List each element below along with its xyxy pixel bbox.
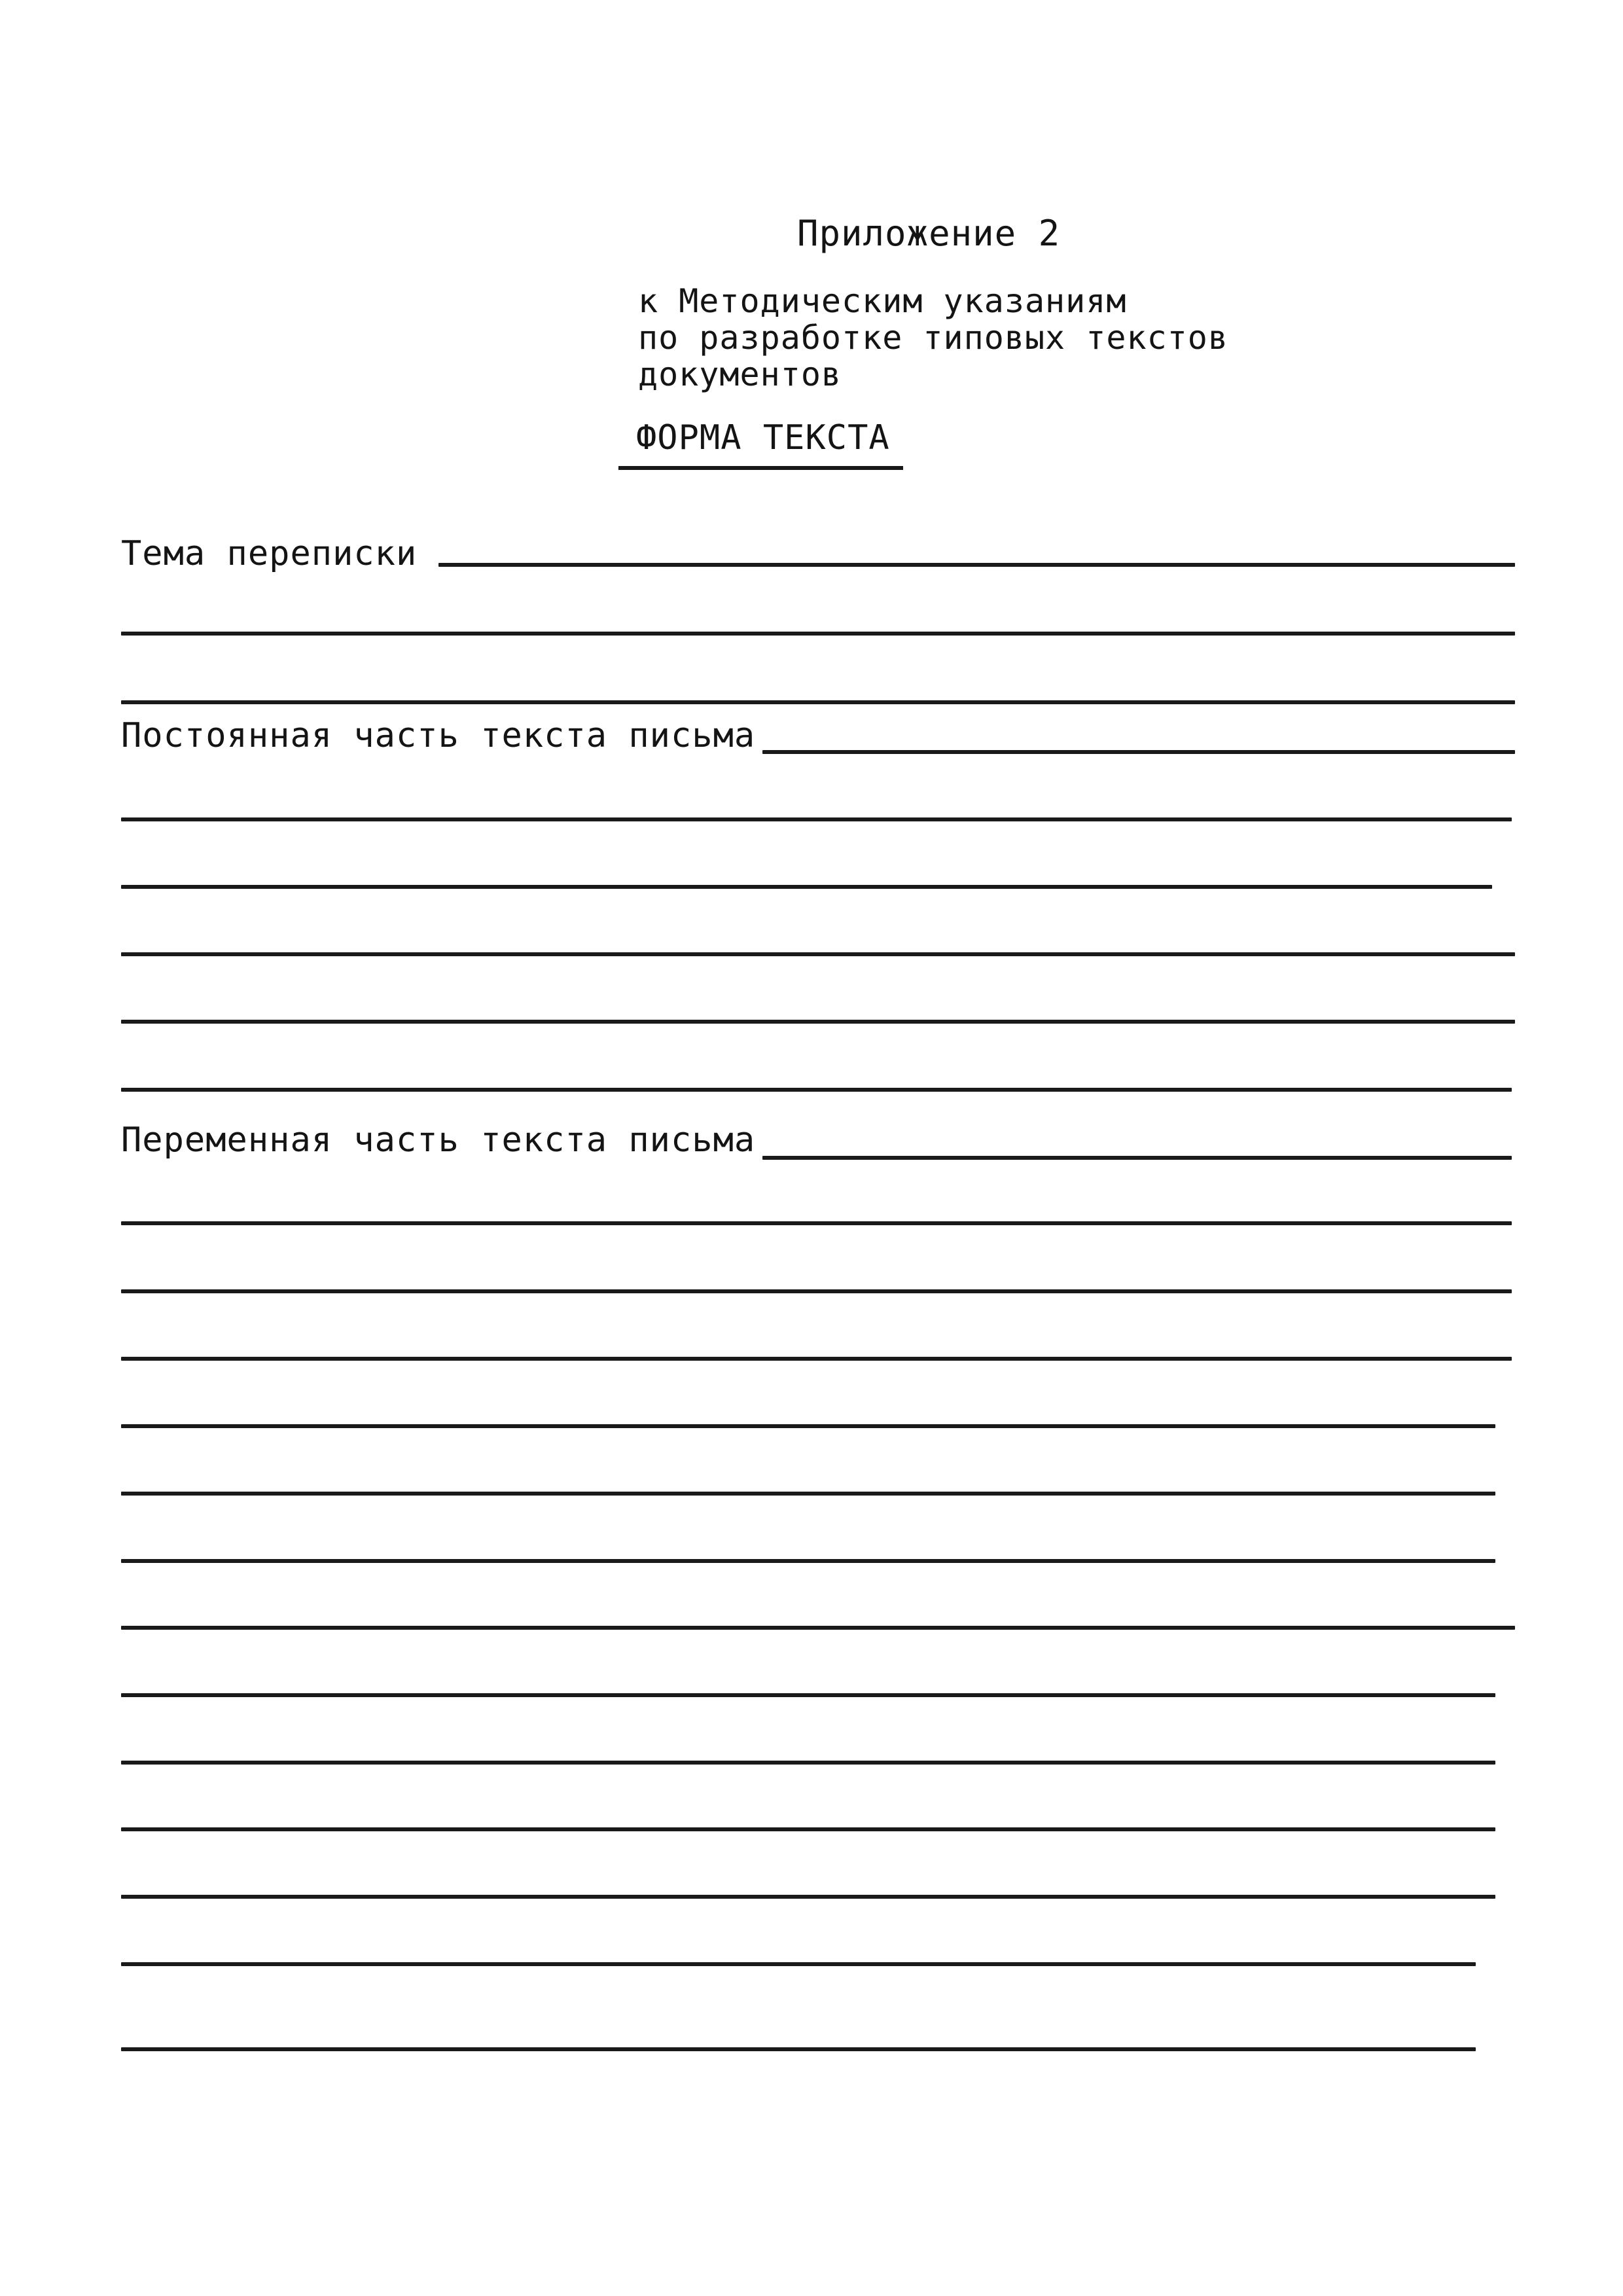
subject-input-line[interactable] — [438, 563, 1515, 567]
variable-part-label: Переменная часть текста письма — [121, 1121, 756, 1160]
variable-part-input-line[interactable] — [121, 1492, 1495, 1496]
variable-part-input-line[interactable] — [762, 1156, 1512, 1160]
appendix-reference-line: к Методическим указаниям — [638, 282, 1127, 320]
variable-part-input-line[interactable] — [121, 1559, 1495, 1563]
appendix-reference-line: по разработке типовых текстов — [638, 319, 1228, 357]
appendix-title: Приложение 2 — [797, 213, 1061, 254]
variable-part-input-line[interactable] — [121, 1761, 1495, 1765]
variable-part-input-line[interactable] — [121, 1962, 1476, 1966]
variable-part-input-line[interactable] — [121, 1827, 1495, 1831]
variable-part-input-line[interactable] — [121, 2047, 1476, 2051]
appendix-reference-line: документов — [638, 355, 842, 393]
variable-part-input-line[interactable] — [121, 1357, 1512, 1361]
variable-part-input-line[interactable] — [121, 1693, 1495, 1697]
subject-input-line[interactable] — [121, 700, 1515, 704]
appendix-reference — [638, 283, 1228, 393]
variable-part-input-line[interactable] — [121, 1424, 1495, 1428]
variable-part-input-line[interactable] — [121, 1895, 1495, 1899]
form-title-underline — [618, 466, 903, 470]
constant-part-input-line[interactable] — [121, 885, 1492, 889]
form-title: ФОРМА ТЕКСТА — [636, 418, 890, 457]
constant-part-input-line[interactable] — [121, 1020, 1515, 1024]
constant-part-label: Постоянная часть текста письма — [121, 716, 756, 755]
variable-part-input-line[interactable] — [121, 1289, 1512, 1293]
constant-part-input-line[interactable] — [762, 750, 1515, 754]
constant-part-input-line[interactable] — [121, 952, 1515, 956]
constant-part-input-line[interactable] — [121, 817, 1512, 821]
subject-label: Тема переписки — [121, 534, 418, 573]
subject-input-line[interactable] — [121, 632, 1515, 636]
variable-part-input-line[interactable] — [121, 1221, 1512, 1225]
variable-part-input-line[interactable] — [121, 1626, 1515, 1630]
constant-part-input-line[interactable] — [121, 1088, 1512, 1092]
